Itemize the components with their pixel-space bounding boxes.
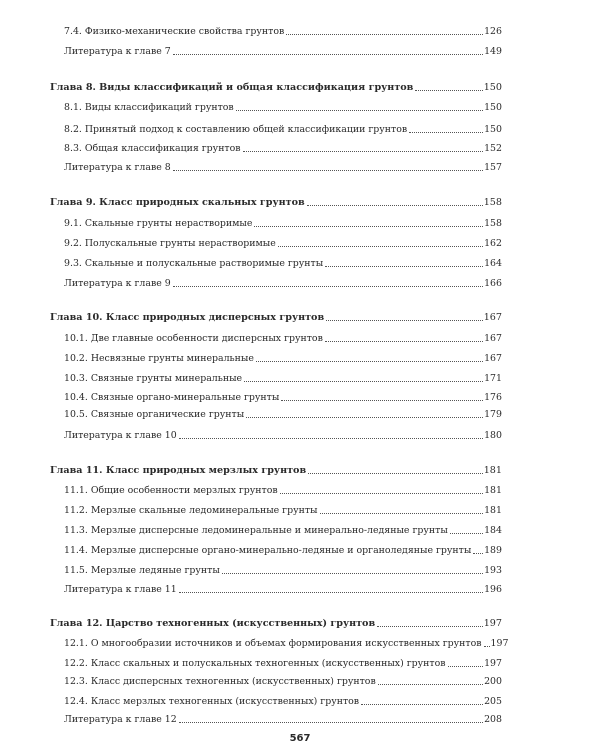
toc-title: 11.1. Общие особенности мерзлых грунтов bbox=[64, 485, 278, 496]
toc-page: 181 bbox=[483, 465, 502, 476]
toc-entry-8-2 bbox=[64, 120, 502, 136]
toc-title: Глава 12. Царство техногенных (искусственных) грунтов bbox=[50, 618, 376, 629]
toc-entry-lit-8 bbox=[64, 158, 502, 174]
dot-leader bbox=[307, 205, 483, 206]
dot-leader bbox=[173, 170, 483, 171]
toc-page: 179 bbox=[484, 409, 502, 420]
toc-page: 162 bbox=[484, 238, 502, 249]
toc-entry-8-1 bbox=[64, 98, 502, 114]
toc-title: Литература к главе 8 bbox=[64, 162, 171, 173]
toc-title: 10.3. Связные грунты минеральные bbox=[64, 373, 243, 384]
toc-page: 158 bbox=[483, 197, 502, 208]
toc-entry-11-2 bbox=[64, 501, 502, 517]
toc-page: 181 bbox=[484, 505, 502, 516]
dot-leader bbox=[415, 90, 482, 91]
toc-entry-lit-9 bbox=[64, 274, 502, 290]
toc-page: 208 bbox=[484, 714, 502, 725]
toc-entry-9-3 bbox=[64, 254, 502, 270]
toc-page: 167 bbox=[483, 312, 502, 323]
toc-page: 167 bbox=[484, 353, 502, 364]
toc-page: 166 bbox=[484, 278, 502, 289]
dot-leader bbox=[308, 473, 483, 474]
dot-leader bbox=[244, 381, 483, 382]
toc-title: 8.2. Принятый подход к составлению общей классификации грунтов bbox=[64, 124, 408, 135]
toc-chapter-ch-8 bbox=[50, 78, 502, 94]
toc-chapter-ch-12 bbox=[50, 614, 502, 630]
toc-title: 11.2. Мерзлые скальные ледоминеральные грунты bbox=[64, 505, 318, 516]
toc-page: 189 bbox=[484, 545, 502, 556]
dot-leader bbox=[286, 34, 483, 35]
toc-entry-lit-10 bbox=[64, 426, 502, 442]
toc-title: Литература к главе 10 bbox=[64, 430, 177, 441]
toc-title: Глава 10. Класс природных дисперсных грунтов bbox=[50, 312, 325, 323]
toc-page: 176 bbox=[484, 392, 502, 403]
toc-page: 150 bbox=[484, 124, 502, 135]
toc-page: 150 bbox=[483, 82, 502, 93]
toc-title: 10.5. Связные органические грунты bbox=[64, 409, 245, 420]
toc-entry-lit-7 bbox=[64, 42, 502, 58]
toc-chapter-ch-9 bbox=[50, 193, 502, 209]
toc-page: 197 bbox=[484, 658, 502, 669]
toc-page: 158 bbox=[484, 218, 502, 229]
toc-title: Литература к главе 11 bbox=[64, 584, 177, 595]
toc-page: 152 bbox=[484, 143, 502, 154]
toc-page: 171 bbox=[484, 373, 502, 384]
toc-title: 10.4. Связные органо-минеральные грунты bbox=[64, 392, 280, 403]
toc-title: 10.1. Две главные особенности дисперсных грунтов bbox=[64, 333, 323, 344]
dot-leader bbox=[450, 533, 483, 534]
toc-entry-10-2 bbox=[64, 349, 502, 365]
toc-title: Литература к главе 9 bbox=[64, 278, 171, 289]
toc-page: 126 bbox=[484, 26, 502, 37]
dot-leader bbox=[361, 704, 483, 705]
toc-title: Литература к главе 12 bbox=[64, 714, 177, 725]
toc-entry-11-5 bbox=[64, 561, 502, 577]
toc-title: 9.3. Скальные и полускальные растворимые грунты bbox=[64, 258, 324, 269]
toc-title: 12.4. Класс мерзлых техногенных (искусственных) грунтов bbox=[64, 696, 360, 707]
toc-chapter-ch-10 bbox=[50, 308, 502, 324]
dot-leader bbox=[448, 666, 484, 667]
toc-title: 12.3. Класс дисперсных техногенных (искусственных) грунтов bbox=[64, 676, 376, 687]
toc-title: 8.1. Виды классификаций грунтов bbox=[64, 102, 234, 113]
toc-page: 197 bbox=[490, 638, 509, 649]
toc-page: 184 bbox=[484, 525, 502, 536]
toc-title: 11.4. Мерзлые дисперсные органо-минерально-ледяные и органоледяные грунты bbox=[64, 545, 472, 556]
toc-page: 149 bbox=[484, 46, 502, 57]
dot-leader bbox=[179, 722, 483, 723]
toc-entry-10-5 bbox=[64, 405, 502, 421]
dot-leader bbox=[179, 438, 483, 439]
toc-page: 157 bbox=[484, 162, 502, 173]
dot-leader bbox=[320, 513, 484, 514]
toc-title: 11.3. Мерзлые дисперсные ледоминеральные и минерально-ледяные грунты bbox=[64, 525, 448, 536]
toc-entry-10-4 bbox=[64, 388, 502, 404]
dot-leader bbox=[173, 54, 483, 55]
toc-entry-7-4 bbox=[64, 22, 502, 38]
dot-leader bbox=[254, 226, 483, 227]
toc-title: Литература к главе 7 bbox=[64, 46, 171, 57]
toc-title: 12.1. О многообразии источников и объемах формирования искусственных грунтов bbox=[64, 638, 482, 649]
toc-page: 180 bbox=[484, 430, 502, 441]
toc-title: Глава 8. Виды классификаций и общая классификация грунтов bbox=[50, 82, 414, 93]
toc-page: 193 bbox=[484, 565, 502, 576]
dot-leader bbox=[280, 493, 483, 494]
dot-leader bbox=[278, 246, 483, 247]
toc-page: 164 bbox=[484, 258, 502, 269]
dot-leader bbox=[173, 286, 483, 287]
toc-entry-11-3 bbox=[64, 521, 502, 537]
dot-leader bbox=[236, 110, 483, 111]
dot-leader bbox=[281, 400, 483, 401]
dot-leader bbox=[326, 320, 483, 321]
toc-entry-12-3 bbox=[64, 672, 502, 688]
dot-leader bbox=[243, 151, 484, 152]
toc-entry-11-4 bbox=[64, 541, 502, 557]
toc-title: 12.2. Класс скальных и полускальных техногенных (искусственных) грунтов bbox=[64, 658, 446, 669]
toc-chapter-ch-11 bbox=[50, 461, 502, 477]
toc-entry-9-1 bbox=[64, 214, 502, 230]
dot-leader bbox=[377, 626, 483, 627]
dot-leader bbox=[409, 132, 483, 133]
toc-entry-10-3 bbox=[64, 369, 502, 385]
toc-page: 197 bbox=[483, 618, 502, 629]
dot-leader bbox=[256, 361, 483, 362]
dot-leader bbox=[325, 341, 483, 342]
toc-title: 10.2. Несвязные грунты минеральные bbox=[64, 353, 254, 364]
toc-page: 150 bbox=[484, 102, 502, 113]
dot-leader bbox=[246, 417, 483, 418]
dot-leader bbox=[179, 592, 483, 593]
toc-title: 7.4. Физико-механические свойства грунтов bbox=[64, 26, 285, 37]
toc-title: 11.5. Мерзлые ледяные грунты bbox=[64, 565, 220, 576]
toc-entry-8-3 bbox=[64, 139, 502, 155]
dot-leader bbox=[222, 573, 483, 574]
page-number: 567 bbox=[289, 733, 311, 744]
dot-leader bbox=[378, 684, 483, 685]
toc-entry-lit-11 bbox=[64, 580, 502, 596]
toc-entry-12-2 bbox=[64, 654, 502, 670]
toc-page: 200 bbox=[484, 676, 502, 687]
toc-entry-lit-12 bbox=[64, 710, 502, 726]
toc-entry-9-2 bbox=[64, 234, 502, 250]
toc-entry-10-1 bbox=[64, 329, 502, 345]
toc-title: Глава 9. Класс природных скальных грунтов bbox=[50, 197, 305, 208]
toc-page: 196 bbox=[484, 584, 502, 595]
toc-title: 8.3. Общая классификация грунтов bbox=[64, 143, 241, 154]
toc-page: 181 bbox=[484, 485, 502, 496]
toc-page: 167 bbox=[484, 333, 502, 344]
toc-page: 205 bbox=[484, 696, 502, 707]
dot-leader bbox=[325, 266, 483, 267]
toc-entry-12-1 bbox=[64, 634, 509, 650]
toc-title: 9.2. Полускальные грунты нерастворимые bbox=[64, 238, 276, 249]
toc-title: 9.1. Скальные грунты нерастворимые bbox=[64, 218, 253, 229]
toc-entry-12-4 bbox=[64, 692, 502, 708]
toc-entry-11-1 bbox=[64, 481, 502, 497]
toc-title: Глава 11. Класс природных мерзлых грунтов bbox=[50, 465, 307, 476]
dot-leader bbox=[473, 553, 483, 554]
